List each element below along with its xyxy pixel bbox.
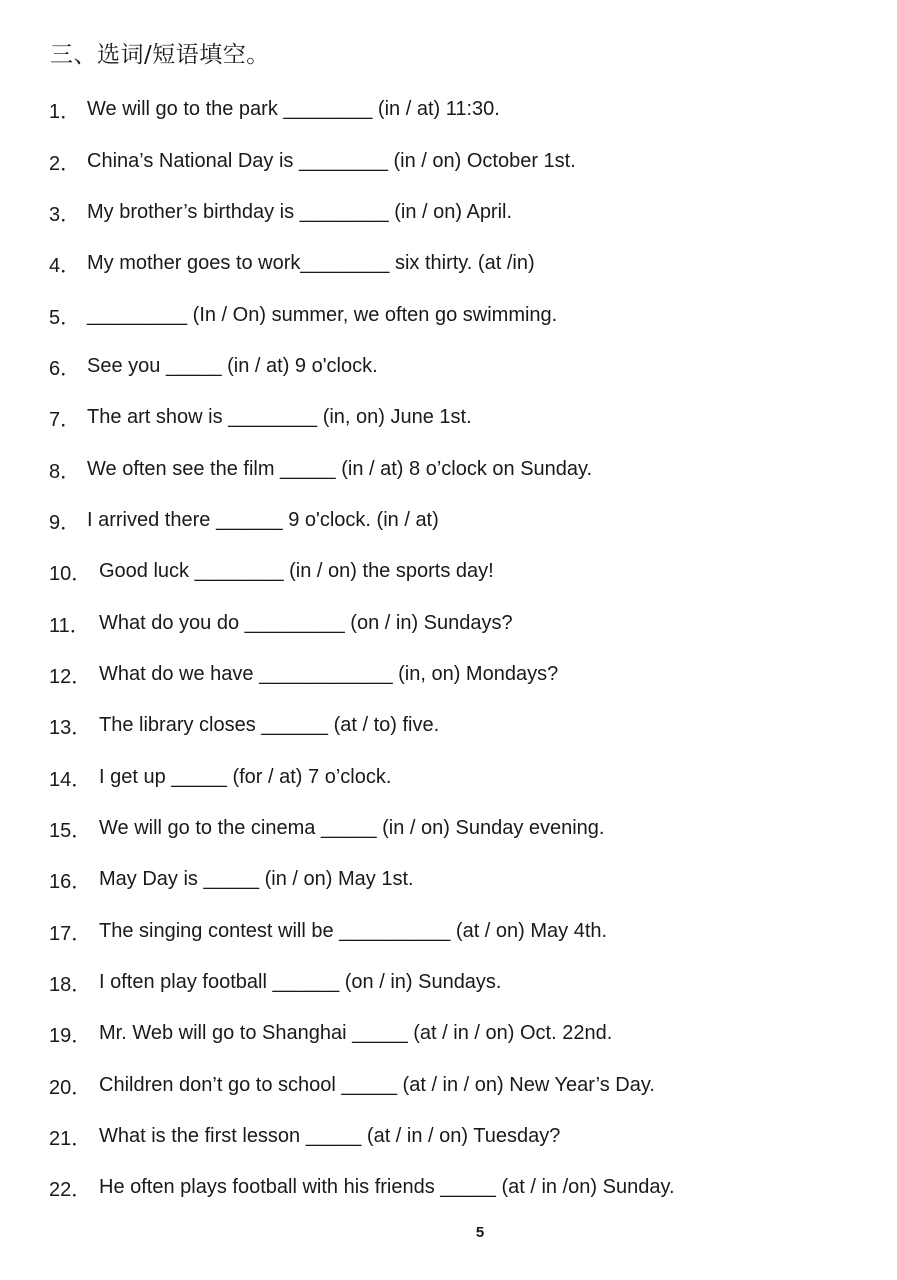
question-text: Mr. Web will go to Shanghai _____ (at / in / on) Oct. 22nd. <box>99 1022 613 1045</box>
question-item <box>49 751 869 802</box>
question-number: 13． <box>49 717 92 740</box>
question-text: My mother goes to work________ six thirty. (at /in) <box>87 252 535 275</box>
question-text: What do you do _________ (on / in) Sundays? <box>99 611 513 634</box>
question-number: 17． <box>49 922 92 945</box>
question-item <box>49 803 869 854</box>
question-number: 11． <box>49 614 90 637</box>
question-text: My brother’s birthday is ________ (in / on) April. <box>87 200 513 223</box>
question-item <box>49 1060 869 1111</box>
question-item <box>49 187 869 238</box>
question-text: I arrived there ______ 9 o'clock. (in / at) <box>87 508 439 531</box>
question-number: 1． <box>49 101 81 124</box>
question-item <box>49 597 869 648</box>
question-text: The singing contest will be __________ (at / on) May 4th. <box>99 919 608 942</box>
question-text: China’s National Day is ________ (in / on) October 1st. <box>87 149 576 172</box>
question-number: 14． <box>49 768 92 791</box>
question-item <box>49 341 869 392</box>
question-number: 19． <box>49 1025 92 1048</box>
question-item <box>49 957 869 1008</box>
question-item <box>49 906 869 957</box>
question-item <box>49 546 869 597</box>
question-text: The library closes ______ (at / to) five. <box>99 714 440 737</box>
question-number: 2． <box>49 152 81 175</box>
question-text: Good luck ________ (in / on) the sports day! <box>99 560 494 583</box>
question-text: See you _____ (in / at) 9 o'clock. <box>87 354 378 377</box>
question-item <box>49 495 869 546</box>
question-number: 3． <box>49 203 81 226</box>
question-number: 6． <box>49 357 81 380</box>
question-text: We will go to the cinema _____ (in / on) Sunday evening. <box>99 816 605 839</box>
question-list <box>49 84 869 1214</box>
question-text: I get up _____ (for / at) 7 o’clock. <box>99 765 392 788</box>
question-number: 9． <box>49 511 81 534</box>
question-number: 8． <box>49 460 81 483</box>
section-title: 三、选词/短语填空。 <box>50 42 270 68</box>
question-number: 18． <box>49 974 92 997</box>
question-text: What do we have ____________ (in, on) Mondays? <box>99 662 559 685</box>
question-text: He often plays football with his friends _____ (at / in /on) Sunday. <box>99 1176 675 1199</box>
question-number: 7． <box>49 409 81 432</box>
question-item <box>49 854 869 905</box>
question-text: I often play football ______ (on / in) Sundays. <box>99 971 502 994</box>
question-item <box>49 1008 869 1059</box>
question-number: 21． <box>49 1128 92 1151</box>
question-text: May Day is _____ (in / on) May 1st. <box>99 868 414 891</box>
question-item <box>49 1111 869 1162</box>
question-item <box>49 443 869 494</box>
question-text: _________ (In / On) summer, we often go swimming. <box>87 303 558 326</box>
question-text: The art show is ________ (in, on) June 1st. <box>87 406 472 429</box>
question-text: What is the first lesson _____ (at / in / on) Tuesday? <box>99 1125 561 1148</box>
question-number: 16． <box>49 871 92 894</box>
question-item <box>49 1162 869 1213</box>
question-text: We will go to the park ________ (in / at) 11:30. <box>87 98 500 121</box>
question-item <box>49 238 869 289</box>
question-item <box>49 135 869 186</box>
question-number: 5． <box>49 306 81 329</box>
question-item <box>49 649 869 700</box>
question-number: 20． <box>49 1076 92 1099</box>
question-item <box>49 84 869 135</box>
question-item <box>49 289 869 340</box>
question-item <box>49 700 869 751</box>
question-number: 10． <box>49 563 92 586</box>
question-text: We often see the film _____ (in / at) 8 o’clock on Sunday. <box>87 457 593 480</box>
question-number: 12． <box>49 665 92 688</box>
question-number: 22． <box>49 1179 92 1202</box>
question-text: Children don’t go to school _____ (at / in / on) New Year’s Day. <box>99 1073 655 1096</box>
question-number: 4． <box>49 255 81 278</box>
question-number: 15． <box>49 819 92 842</box>
page-number: 5 <box>475 1224 485 1241</box>
question-item <box>49 392 869 443</box>
